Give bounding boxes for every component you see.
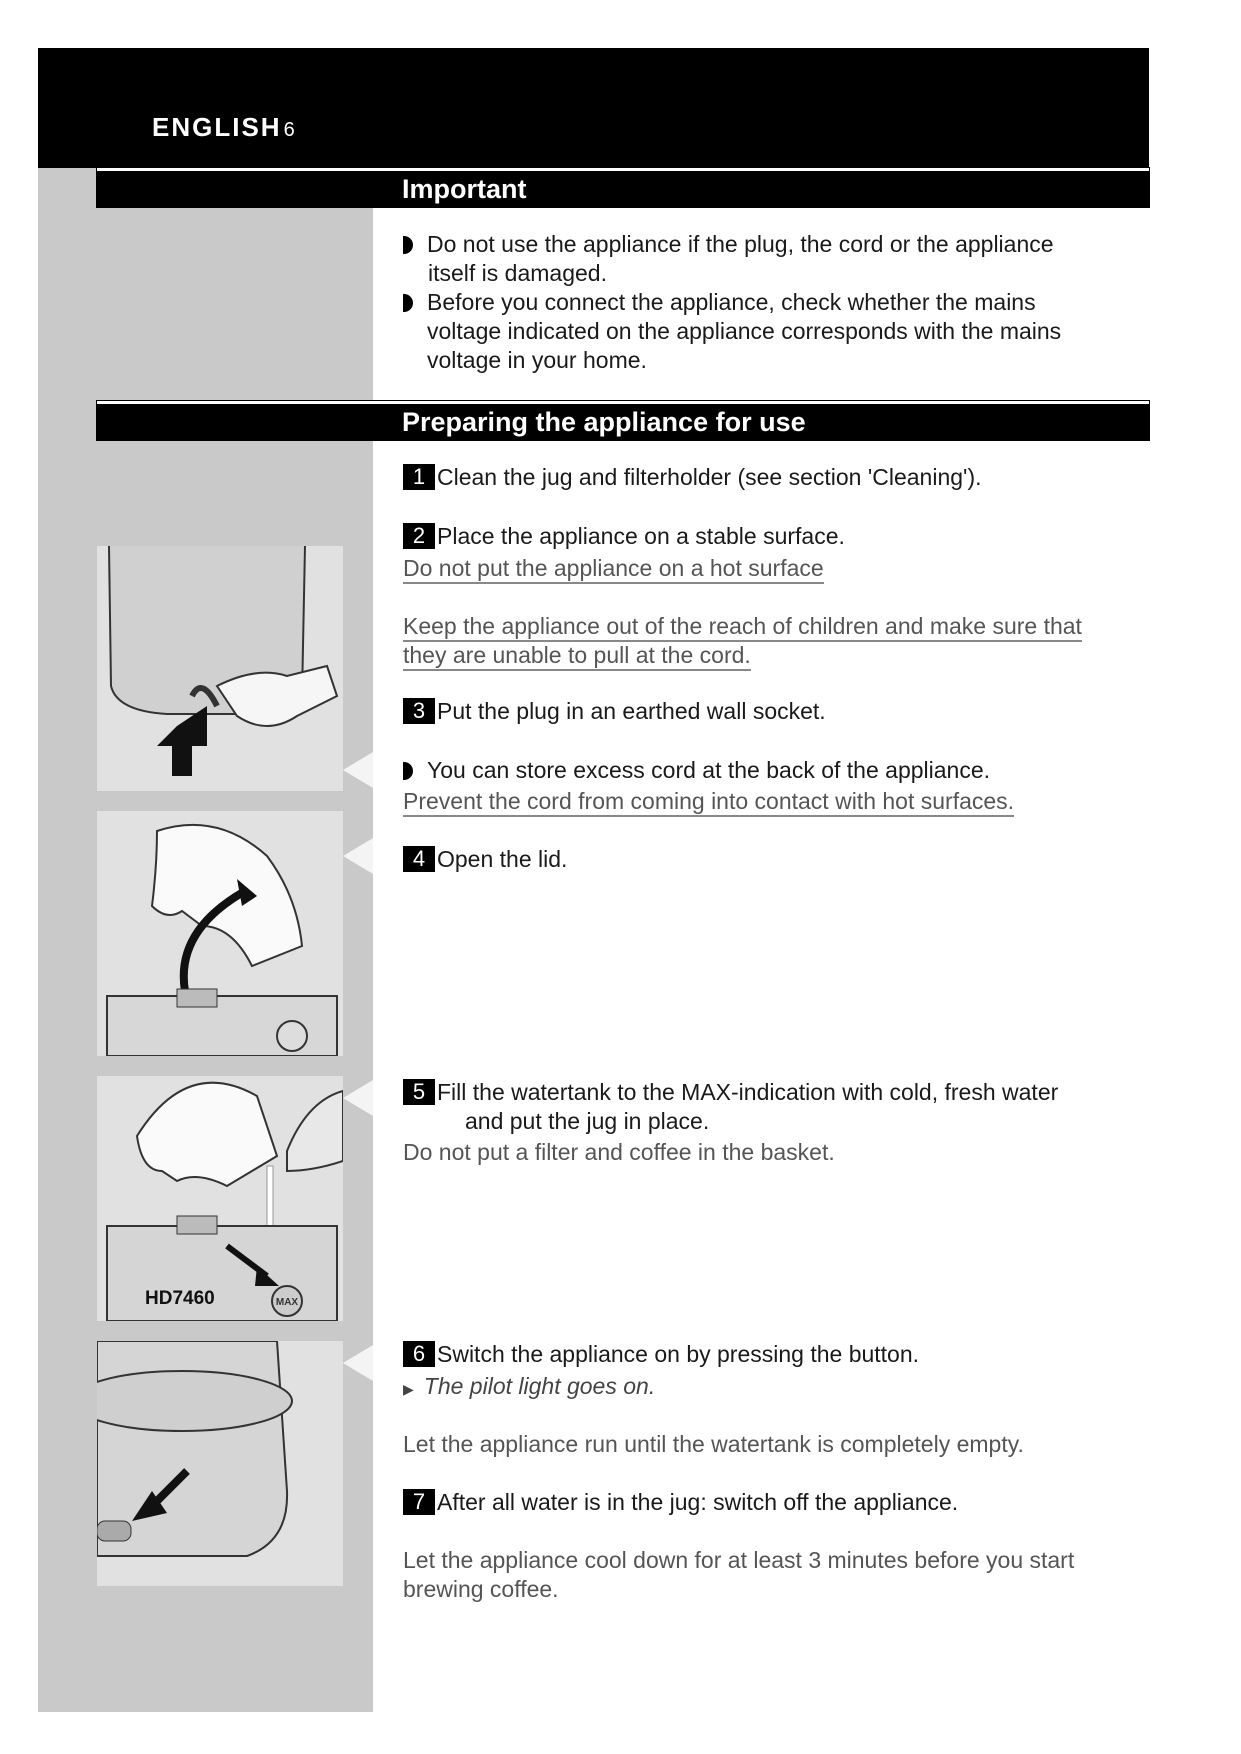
callout-pointer	[343, 1345, 373, 1381]
step-2: 2 Place the appliance on a stable surface.	[403, 522, 1143, 551]
illustration-switch-on	[97, 1341, 343, 1586]
callout-pointer	[343, 1080, 373, 1116]
illustration-cord-storage	[97, 546, 343, 791]
page-number: 6	[283, 119, 295, 141]
section-title: Preparing the appliance for use	[402, 407, 806, 437]
arrow-right-icon: ▶	[403, 1381, 414, 1397]
step-number: 2	[403, 523, 435, 549]
section-header-preparing	[97, 401, 1149, 440]
open-lid-drawing	[97, 811, 343, 1056]
callout-pointer	[343, 838, 373, 874]
step-3: 3 Put the plug in an earthed wall socket.	[403, 697, 1143, 726]
bullet-icon	[403, 762, 413, 780]
illustration-open-lid	[97, 811, 343, 1056]
bullet-icon	[403, 236, 413, 254]
step-number: 7	[403, 1489, 435, 1515]
fill-water-drawing	[97, 1076, 343, 1321]
step-6: 6 Switch the appliance on by pressing the button.	[403, 1340, 1143, 1369]
step-number: 1	[403, 464, 435, 490]
bullet-item: Do not use the appliance if the plug, the cord or the appliance itself is damaged.	[403, 230, 1143, 288]
note-no-filter: Do not put a filter and coffee in the basket.	[403, 1139, 835, 1165]
switch-on-drawing	[97, 1341, 343, 1586]
note-cool-down: Let the appliance cool down for at least 3 minutes before you start brewing coffee.	[403, 1547, 1075, 1602]
header-bar	[38, 48, 1149, 168]
section-header-important	[97, 168, 1149, 207]
note-children: Keep the appliance out of the reach of children and make sure that they are unable to pull at the cord.	[403, 612, 1143, 670]
max-label: MAX	[275, 1297, 299, 1308]
step-number: 4	[403, 846, 435, 872]
step-4: 4 Open the lid.	[403, 845, 1143, 874]
note-run-until-empty: Let the appliance run until the watertank is completely empty.	[403, 1431, 1024, 1457]
step-5: 5 Fill the watertank to the MAX-indication with cold, fresh water and put the jug in place.	[403, 1078, 1143, 1136]
illustration-fill-water	[97, 1076, 343, 1321]
cord-storage-drawing	[97, 546, 343, 791]
step-number: 3	[403, 698, 435, 724]
section-title: Important	[402, 174, 527, 204]
step-1: 1 Clean the jug and filterholder (see section 'Cleaning').	[403, 463, 1143, 492]
callout-pointer	[343, 752, 373, 788]
result-pilot-light: ▶ The pilot light goes on.	[403, 1373, 656, 1399]
step-7: 7 After all water is in the jug: switch off the appliance.	[403, 1488, 1143, 1517]
step-number: 6	[403, 1341, 435, 1367]
bullet-icon	[403, 294, 413, 312]
bullet-item: Before you connect the appliance, check whether the mains voltage indicated on the appliance corresponds with the mains voltage in your home.	[403, 288, 1143, 375]
language-label: ENGLISH 6	[152, 112, 295, 142]
bullet-store-cord: You can store excess cord at the back of the appliance.	[403, 756, 1143, 785]
step-number: 5	[403, 1079, 435, 1105]
note-hot-surface: Do not put the appliance on a hot surface	[403, 554, 1143, 583]
model-label: HD7460	[145, 1288, 215, 1309]
note-cord-hot: Prevent the cord from coming into contact with hot surfaces.	[403, 787, 1143, 816]
important-bullets	[403, 230, 1143, 375]
